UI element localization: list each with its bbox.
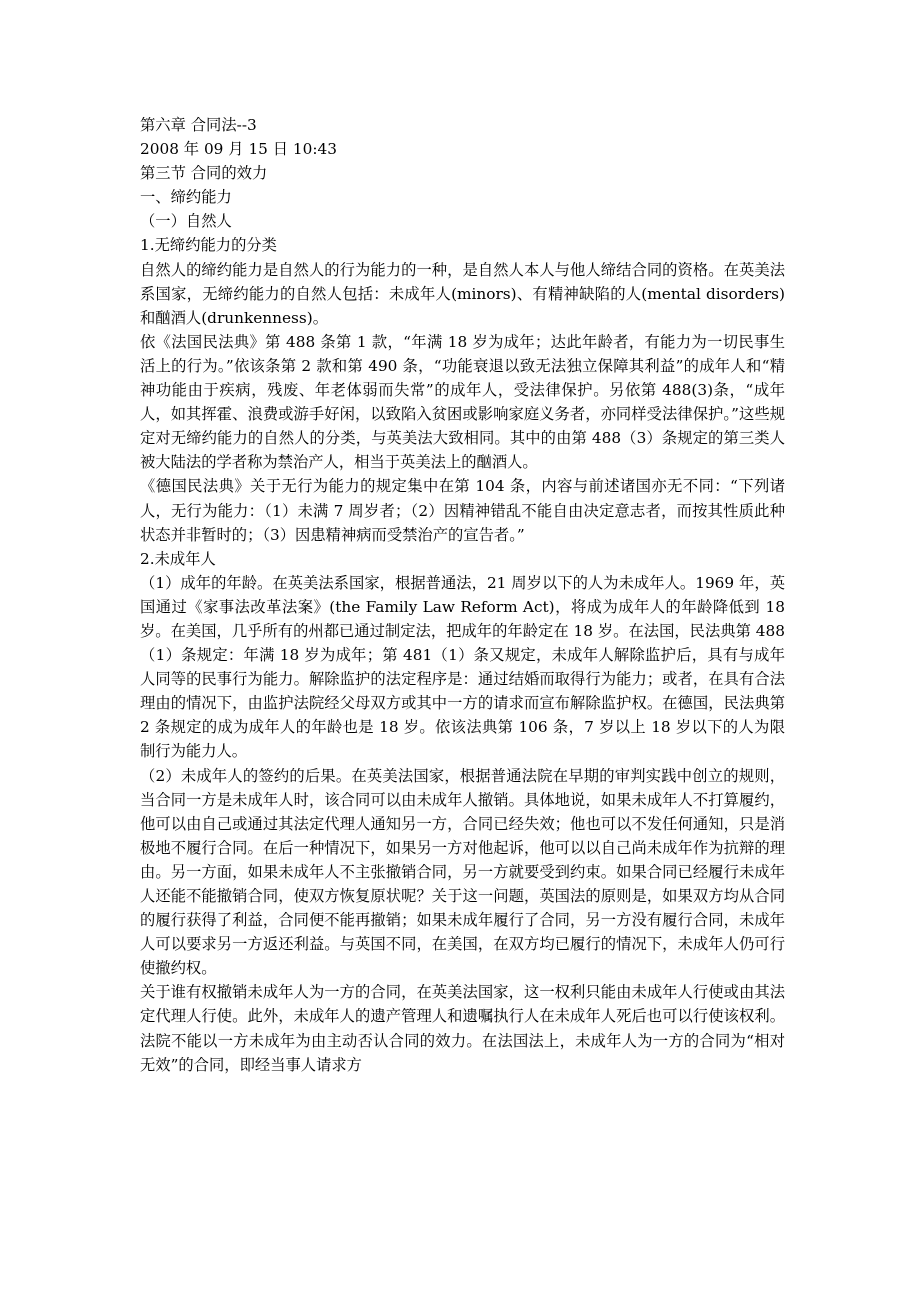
document-timestamp: 2008 年 09 月 15 日 10:43 xyxy=(140,140,338,159)
body-paragraph: 自然人的缔约能力是自然人的行为能力的一种，是自然人本人与他人缔结合同的资格。在英美法系国家，无缔约能力的自然人包括：未成年人(minors)、有精神缺陷的人(mental disorders)和酗酒人(drunkenness)。 xyxy=(140,260,785,327)
body-paragraph: 《德国民法典》关于无行为能力的规定集中在第 104 条，内容与前述诸国亦无不同：“下列诸人，无行为能力：（1）未满 7 周岁者；（2）因精神错乱不能自由决定意志者，而按其性质此种状态并非暂时的；（3）因患精神病而受禁治产的宣告者。” xyxy=(140,477,785,544)
body-paragraph: 依《法国民法典》第 488 条第 1 款，“年满 18 岁为成年；达此年龄者，有能力为一切民事生活上的行为。”依该条第 2 款和第 490 条，“功能衰退以致无法独立保障其利益”的成年人和“精神功能由于疾病，残废、年老体弱而失常”的成年人，受法律保护。另依第 488(3)条，“成年人，如其挥霍、浪费或游手好闲，以致陷入贫困或影响家庭义务者，亦同样受法律保护。”这些规定对无缔约能力的自然人的分类，与英美法大致相同。其中的由第 488（3）条规定的第三类人被大陆法的学者称为禁治产人，相当于英美法上的酗酒人。 xyxy=(140,332,785,472)
item-heading: 2.未成年人 xyxy=(140,549,216,568)
document-page xyxy=(140,113,785,1077)
section-title: 第三节 合同的效力 xyxy=(140,164,268,183)
item-heading: 1.无缔约能力的分类 xyxy=(140,236,277,255)
body-paragraph: （1）成年的年龄。在英美法系国家，根据普通法，21 周岁以下的人为未成年人。1969 年，英国通过《家事法改革法案》(the Family Law Reform Act)，将成为成年人的年龄降低到 18 岁。在美国，几乎所有的州都已通过制定法，把成年的年龄定在 18 岁。在法国，民法典第 488（1）条规定：年满 18 岁为成年；第 481（1）条又规定，未成年人解除监护后，具有与成年人同等的民事行为能力。解除监护的法定程序是：通过结婚而取得行为能力；或者，在具有合法理由的情况下，由监护法院经父母双方或其中一方的请求而宣布解除监护权。在德国，民法典第 2 条规定的成为成年人的年龄也是 18 岁。依该法典第 106 条，7 岁以上 18 岁以下的人为限制行为能力人。 xyxy=(140,573,785,761)
document-title: 第六章 合同法--3 xyxy=(140,116,257,134)
subsection-heading: 一、缔约能力 xyxy=(140,188,232,207)
subsection-heading: （一）自然人 xyxy=(140,212,232,231)
body-paragraph: （2）未成年人的签约的后果。在英美法国家，根据普通法院在早期的审判实践中创立的规则，当合同一方是未成年人时，该合同可以由未成年人撤销。具体地说，如果未成年人不打算履约，他可以由自己或通过其法定代理人通知另一方，合同已经失效；他也可以不发任何通知，只是消极地不履行合同。在后一种情况下，如果另一方对他起诉，他可以以自己尚未成年作为抗辩的理由。另一方面，如果未成年人不主张撤销合同，另一方就要受到约束。如果合同已经履行未成年人还能不能撤销合同，使双方恢复原状呢？关于这一问题，英国法的原则是，如果双方均从合同的履行获得了利益，合同便不能再撤销；如果未成年履行了合同，另一方没有履行合同，未成年人可以要求另一方返还利益。与英国不同，在美国，在双方均已履行的情况下，未成年人仍可行使撤约权。 xyxy=(140,766,785,978)
body-paragraph: 关于谁有权撤销未成年人为一方的合同，在英美法国家，这一权利只能由未成年人行使或由其法定代理人行使。此外，未成年人的遗产管理人和遗嘱执行人在未成年人死后也可以行使该权利。法院不能以一方未成年为由主动否认合同的效力。在法国法上，未成年人为一方的合同为“相对无效”的合同，即经当事人请求方 xyxy=(140,983,785,1074)
